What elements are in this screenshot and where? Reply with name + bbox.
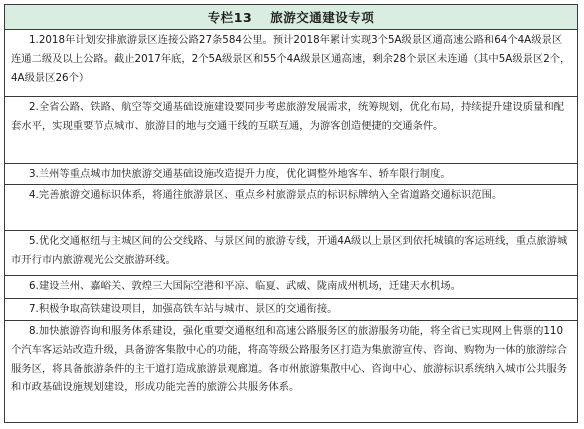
list-item: 6.建设兰州、嘉峪关、敦煌三大国际空港和平凉、临夏、武威、陇南成州机场，迁建天水机场。 [5, 276, 577, 299]
list-item: 7.积极争取高铁建设项目，加强高铁车站与城市、景区的交通衔接。 [5, 299, 577, 321]
list-item: 4.完善旅游交通标识体系，将通往旅游景区、重点乡村旅游景点的标识标牌纳入全省道路交通标识范围。 [5, 185, 577, 231]
column-label: 专栏13 [207, 10, 253, 25]
item-list [5, 30, 577, 422]
list-item: 5.优化交通枢纽与主城区间的公交线路、与景区间的旅游专线，开通4A级以上景区到依托城镇的客运班线，重点旅游城市开行市内旅游观光公交旅游环线。 [5, 231, 577, 276]
box-title: 旅游交通建设专项 [270, 10, 375, 25]
list-item: 8.加快旅游咨询和服务体系建设，强化重要交通枢纽和高速公路服务区的旅游服务功能，将全省已实现网上售票的110个汽车客运站改造升级，具备游客集散中心的功能，将高等级公路服务区打造为集旅游宣传、咨询、购物为一体的旅游综合服务区，将具备旅游条件的主干道打造成旅游景观廊道。各市州旅游集散中心、咨询中心、旅游标识系统纳入城市公共服务和市政基础设施规划建设，形成功能完善的旅游公共服务体系。 [11, 325, 568, 394]
list-item: 3.兰州等重点城市加快旅游交通基础设施改造提升力度，优化调整外地客车、轿车限行制度。 [5, 164, 577, 185]
box-header [5, 5, 577, 30]
list-item: 1.2018年计划安排旅游景区连接公路27条584公里。预计2018年累计实现3个5A级景区通高速公路和64个4A级景区连通二级及以上公路。截止2017年底，2个5A级景区和55个4A级景区通高速，剩余28个景区未连通（其中5A级景区2个，4A级景区26个） [5, 30, 577, 97]
list-item: 2.全省公路、铁路、航空等交通基础设施建设要同步考虑旅游发展需求，统筹规划，优化布局，持续提升建设质量和配套水平，实现重要节点城市、旅游目的地与交通干线的互联互通，为游客创造便捷的交通条件。 [5, 97, 577, 164]
feature-box [4, 4, 578, 423]
